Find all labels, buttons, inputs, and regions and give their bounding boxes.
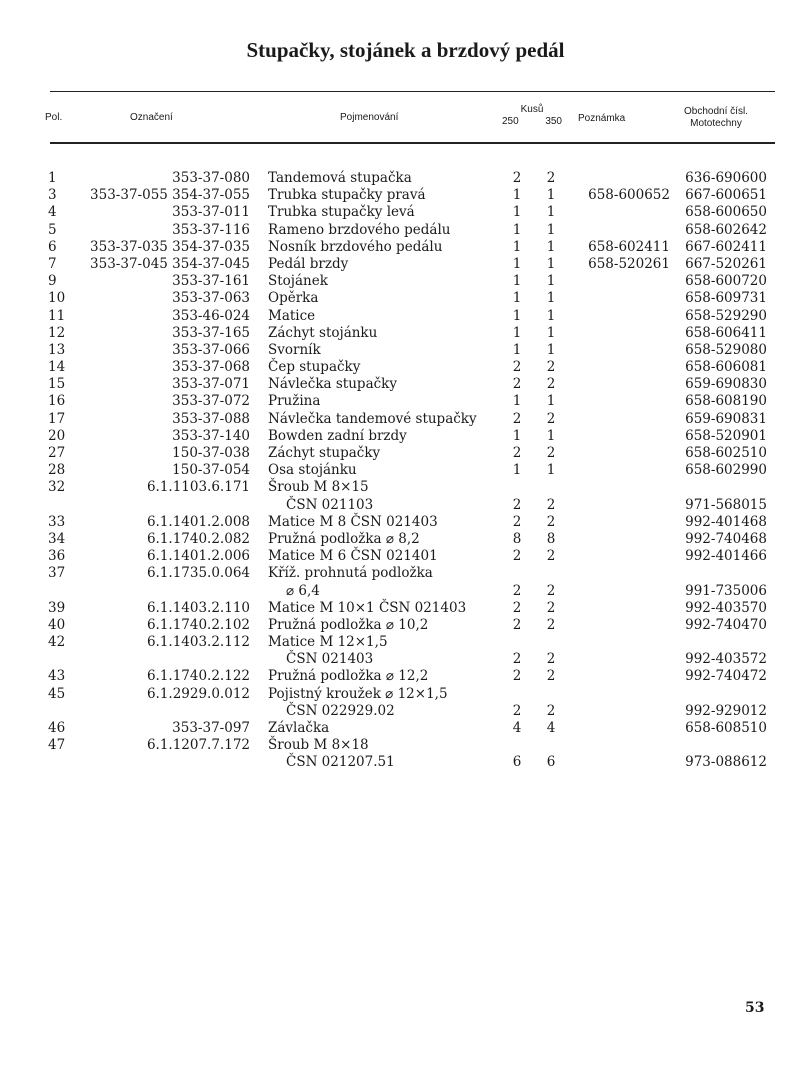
cell-pos: 45 [48, 685, 66, 702]
cell-oz: 353-37-071 [172, 376, 250, 393]
cell-k250: 1 [512, 221, 522, 238]
table-row [0, 428, 811, 445]
cell-k250: 1 [512, 238, 522, 255]
cell-k250: 2 [512, 376, 522, 393]
cell-name: Osa stojánku [268, 462, 357, 479]
cell-k350: 2 [546, 445, 556, 461]
table-row [0, 359, 811, 376]
cell-pos: 43 [48, 668, 66, 685]
cell-pos: 32 [48, 479, 66, 496]
cell-oz: 353-37-116 [172, 221, 250, 238]
cell-k250: 1 [512, 324, 522, 341]
table-row [0, 617, 811, 634]
header-oznaceni: Označení [130, 112, 173, 123]
cell-oz: 150-37-054 [172, 462, 250, 479]
cell-pozn: 658-600652 [588, 187, 670, 204]
table-row [0, 187, 811, 204]
cell-k350: 1 [546, 307, 556, 324]
cell-name: Matice M 8 ČSN 021403 [268, 513, 438, 530]
cell-obch: 667-602411 [685, 238, 767, 255]
table-row [0, 686, 811, 703]
cell-pos: 3 [48, 187, 57, 204]
cell-obch: 658-600720 [685, 273, 767, 290]
cell-name: Matice M 6 ČSN 021401 [268, 548, 438, 565]
cell-pos: 34 [48, 530, 66, 547]
cell-name: ČSN 021403 [286, 651, 374, 668]
cell-oz: 6.1.1207.7.172 [146, 737, 250, 754]
cell-oz: 6.1.1403.2.110 [146, 599, 250, 616]
cell-obch: 658-602510 [685, 445, 767, 461]
cell-name: Šroub M 8×15 [268, 479, 369, 496]
cell-obch: 658-608190 [685, 393, 767, 410]
cell-pos: 16 [48, 393, 66, 410]
header-kusu-sub [502, 116, 562, 128]
table-row [0, 651, 811, 668]
cell-k350: 4 [546, 720, 556, 736]
cell-name: Šroub M 8×18 [268, 737, 369, 754]
cell-k350: 1 [546, 255, 556, 272]
cell-k350: 1 [546, 341, 556, 358]
cell-obch: 659-690831 [685, 410, 767, 427]
cell-oz: 353-37-165 [172, 324, 250, 341]
cell-oz: 6.1.2929.0.012 [146, 685, 250, 702]
cell-pos: 15 [48, 376, 66, 393]
table-row [0, 531, 811, 548]
cell-k250: 1 [512, 187, 522, 204]
cell-oz: 353-46-024 [172, 307, 250, 324]
table-row [0, 376, 811, 393]
cell-k250: 2 [512, 548, 522, 565]
cell-oz: 353-37-063 [172, 290, 250, 307]
cell-k250: 1 [512, 290, 522, 307]
cell-name: Pedál brzdy [268, 255, 349, 272]
cell-obch: 667-520261 [685, 255, 767, 272]
cell-obch: 971-568015 [685, 496, 767, 513]
cell-pos: 6 [48, 238, 57, 255]
cell-pos: 20 [48, 427, 66, 444]
cell-obch: 658-520901 [685, 427, 767, 444]
table-row [0, 514, 811, 531]
cell-oz: 353-37-011 [172, 204, 250, 221]
cell-obch: 658-606411 [685, 324, 767, 341]
table-row [0, 600, 811, 617]
parts-table [0, 170, 811, 772]
table-row [0, 497, 811, 514]
table-row [0, 411, 811, 428]
cell-oz: 6.1.1740.2.102 [146, 616, 250, 633]
table-row [0, 548, 811, 565]
cell-name: Stojánek [268, 273, 328, 290]
cell-k250: 2 [512, 445, 522, 461]
cell-pos: 33 [48, 513, 66, 530]
cell-oz: 353-37-035 354-37-035 [90, 238, 250, 255]
cell-pos: 36 [48, 548, 66, 565]
table-row [0, 290, 811, 307]
cell-oz: 6.1.1401.2.006 [146, 548, 250, 565]
cell-name: Záchyt stupačky [268, 445, 381, 461]
cell-k250: 2 [512, 616, 522, 633]
cell-k250: 4 [512, 720, 522, 736]
cell-name: ČSN 022929.02 [286, 702, 395, 719]
table-row [0, 479, 811, 496]
cell-name: Pružná podložka ⌀ 8,2 [268, 530, 420, 547]
cell-k350: 2 [546, 496, 556, 513]
cell-obch: 992-401468 [685, 513, 767, 530]
header-kusu-label: Kusů [520, 104, 544, 115]
cell-k350: 2 [546, 376, 556, 393]
cell-k250: 1 [512, 204, 522, 221]
cell-k250: 1 [512, 255, 522, 272]
cell-k250: 2 [512, 359, 522, 376]
table-row [0, 445, 811, 462]
cell-pos: 47 [48, 737, 66, 754]
cell-pos: 10 [48, 290, 66, 307]
table-row [0, 204, 811, 221]
page-title: Stupačky, stojánek a brzdový pedál [246, 38, 565, 62]
cell-name: ČSN 021207.51 [286, 754, 395, 771]
cell-k350: 1 [546, 290, 556, 307]
cell-k350: 2 [546, 651, 556, 668]
cell-k250: 2 [512, 496, 522, 513]
cell-k250: 1 [512, 427, 522, 444]
table-row [0, 222, 811, 239]
cell-pos: 14 [48, 359, 66, 376]
cell-k350: 1 [546, 273, 556, 290]
cell-pos: 4 [48, 204, 57, 221]
cell-name: Svorník [268, 341, 321, 358]
cell-k350: 2 [546, 513, 556, 530]
table-row [0, 754, 811, 771]
cell-k350: 2 [546, 668, 556, 685]
cell-pos: 7 [48, 255, 57, 272]
cell-k350: 1 [546, 204, 556, 221]
cell-name: ⌀ 6,4 [286, 582, 320, 599]
cell-obch: 658-529080 [685, 341, 767, 358]
cell-oz: 353-37-045 354-37-045 [90, 255, 250, 272]
cell-oz: 353-37-068 [172, 359, 250, 376]
cell-name: Čep stupačky [268, 359, 361, 376]
cell-name: Pružina [268, 393, 321, 410]
table-row [0, 273, 811, 290]
cell-k250: 2 [512, 599, 522, 616]
cell-name: Pružná podložka ⌀ 12,2 [268, 668, 429, 685]
cell-oz: 353-37-088 [172, 410, 250, 427]
cell-name: Trubka stupačky pravá [268, 187, 426, 204]
page-number: 53 [745, 1000, 765, 1016]
cell-oz: 353-37-097 [172, 720, 250, 736]
cell-k350: 2 [546, 359, 556, 376]
cell-k250: 1 [512, 393, 522, 410]
cell-pos: 12 [48, 324, 66, 341]
cell-k350: 2 [546, 702, 556, 719]
cell-k350: 1 [546, 187, 556, 204]
cell-k250: 2 [512, 410, 522, 427]
cell-k350: 1 [546, 462, 556, 479]
cell-pos: 40 [48, 616, 66, 633]
header-kusu [502, 104, 562, 128]
cell-pos: 1 [48, 170, 57, 186]
cell-name: Trubka stupačky levá [268, 204, 415, 221]
cell-name: ČSN 021103 [286, 496, 374, 513]
cell-obch: 973-088612 [685, 754, 767, 771]
table-row [0, 565, 811, 582]
cell-name: Pojistný kroužek ⌀ 12×1,5 [268, 685, 448, 702]
table-row [0, 308, 811, 325]
cell-oz: 353-37-080 [172, 170, 250, 186]
cell-oz: 6.1.1735.0.064 [146, 565, 250, 582]
cell-k250: 1 [512, 273, 522, 290]
cell-k250: 8 [512, 530, 522, 547]
header-poznamka: Poznámka [578, 113, 626, 124]
cell-name: Návlečka stupačky [268, 376, 397, 393]
cell-oz: 6.1.1103.6.171 [146, 479, 250, 496]
table-row [0, 583, 811, 600]
cell-obch: 659-690830 [685, 376, 767, 393]
header-pojmenovani: Pojmenování [340, 112, 399, 123]
cell-k350: 6 [546, 754, 556, 771]
cell-name: Tandemová stupačka [268, 170, 412, 186]
cell-obch: 992-740472 [685, 668, 767, 685]
table-row [0, 256, 811, 273]
cell-k350: 2 [546, 616, 556, 633]
cell-obch: 992-401466 [685, 548, 767, 565]
cell-obch: 636-690600 [685, 170, 767, 186]
table-row [0, 325, 811, 342]
header-bottom-rule [50, 142, 775, 144]
table-row [0, 342, 811, 359]
header-obchodni-line1: Obchodní čísl. [684, 106, 748, 117]
cell-pos: 11 [48, 307, 66, 324]
table-row [0, 239, 811, 256]
cell-k250: 1 [512, 307, 522, 324]
cell-obch: 658-606081 [685, 359, 767, 376]
cell-k250: 6 [512, 754, 522, 771]
cell-pos: 42 [48, 634, 66, 651]
cell-obch: 658-608510 [685, 720, 767, 736]
table-row [0, 703, 811, 720]
cell-k250: 2 [512, 651, 522, 668]
cell-k350: 2 [546, 410, 556, 427]
cell-k350: 2 [546, 582, 556, 599]
cell-pos: 28 [48, 462, 66, 479]
cell-pos: 46 [48, 720, 66, 736]
cell-k250: 2 [512, 170, 522, 186]
table-row [0, 393, 811, 410]
header-kusu-350: 350 [545, 116, 562, 127]
table-row [0, 462, 811, 479]
cell-name: Opěrka [268, 290, 319, 307]
cell-name: Pružná podložka ⌀ 10,2 [268, 616, 429, 633]
cell-pos: 13 [48, 341, 66, 358]
cell-k350: 1 [546, 238, 556, 255]
cell-obch: 658-529290 [685, 307, 767, 324]
cell-pos: 5 [48, 221, 57, 238]
cell-pozn: 658-602411 [588, 238, 670, 255]
table-row [0, 170, 811, 187]
cell-k350: 1 [546, 324, 556, 341]
cell-k350: 2 [546, 170, 556, 186]
cell-pos: 27 [48, 445, 66, 461]
header-obchodni [666, 106, 766, 130]
cell-oz: 150-37-038 [172, 445, 250, 461]
cell-k250: 2 [512, 582, 522, 599]
cell-name: Rameno brzdového pedálu [268, 221, 451, 238]
table-row [0, 737, 811, 754]
cell-k250: 2 [512, 668, 522, 685]
cell-oz: 353-37-072 [172, 393, 250, 410]
cell-pozn: 658-520261 [588, 255, 670, 272]
cell-obch: 658-609731 [685, 290, 767, 307]
cell-oz: 353-37-055 354-37-055 [90, 187, 250, 204]
cell-k350: 1 [546, 393, 556, 410]
table-row [0, 720, 811, 737]
cell-obch: 658-602642 [685, 221, 767, 238]
cell-obch: 991-735006 [685, 582, 767, 599]
cell-pos: 17 [48, 410, 66, 427]
cell-k350: 1 [546, 221, 556, 238]
cell-k250: 1 [512, 341, 522, 358]
cell-k250: 1 [512, 462, 522, 479]
cell-obch: 658-600650 [685, 204, 767, 221]
cell-name: Matice M 10×1 ČSN 021403 [268, 599, 467, 616]
cell-obch: 992-740468 [685, 530, 767, 547]
cell-name: Matice [268, 307, 316, 324]
cell-k350: 8 [546, 530, 556, 547]
cell-obch: 992-403570 [685, 599, 767, 616]
cell-k350: 1 [546, 427, 556, 444]
cell-oz: 6.1.1403.2.112 [146, 634, 250, 651]
header-pol: Pol. [45, 112, 63, 123]
cell-obch: 992-740470 [685, 616, 767, 633]
cell-name: Záchyt stojánku [268, 324, 378, 341]
cell-pos: 37 [48, 565, 66, 582]
cell-name: Nosník brzdového pedálu [268, 238, 443, 255]
cell-obch: 658-602990 [685, 462, 767, 479]
table-row [0, 634, 811, 651]
header-top-rule [50, 91, 775, 92]
cell-name: Bowden zadní brzdy [268, 427, 407, 444]
cell-oz: 6.1.1401.2.008 [146, 513, 250, 530]
cell-name: Matice M 12×1,5 [268, 634, 388, 651]
cell-pos: 39 [48, 599, 66, 616]
cell-k350: 2 [546, 548, 556, 565]
table-row [0, 668, 811, 685]
cell-oz: 6.1.1740.2.082 [146, 530, 250, 547]
cell-oz: 353-37-066 [172, 341, 250, 358]
cell-k350: 2 [546, 599, 556, 616]
cell-obch: 992-403572 [685, 651, 767, 668]
cell-oz: 6.1.1740.2.122 [146, 668, 250, 685]
cell-name: Návlečka tandemové stupačky [268, 410, 477, 427]
cell-name: Kříž. prohnutá podložka [268, 565, 433, 582]
cell-name: Závlačka [268, 720, 330, 736]
cell-pos: 9 [48, 273, 57, 290]
cell-oz: 353-37-140 [172, 427, 250, 444]
cell-k250: 2 [512, 702, 522, 719]
header-obchodni-line2: Mototechny [690, 118, 742, 129]
header-kusu-250: 250 [502, 116, 519, 127]
cell-oz: 353-37-161 [172, 273, 250, 290]
cell-obch: 667-600651 [685, 187, 767, 204]
cell-obch: 992-929012 [685, 702, 767, 719]
cell-k250: 2 [512, 513, 522, 530]
